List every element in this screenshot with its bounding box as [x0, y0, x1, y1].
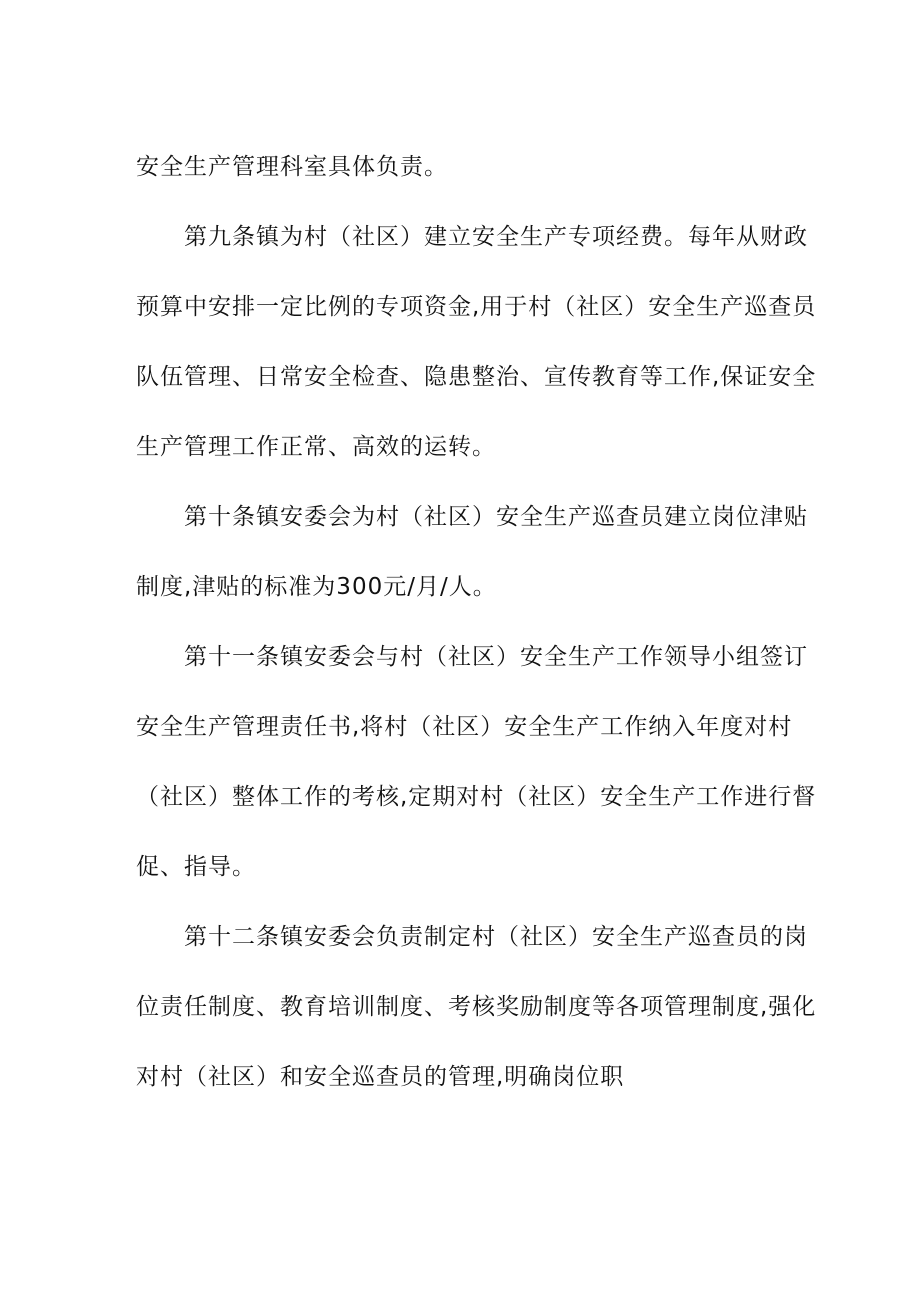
text-line: 位责任制度、教育培训制度、考核奖励制度等各项管理制度,强化	[136, 994, 817, 1020]
text-line: 生产管理工作正常、高效的运转。	[136, 434, 496, 460]
text-line: 制度,津贴的标准为300元/月/人。	[136, 574, 497, 600]
text-line: 安全生产管理科室具体负责。	[136, 154, 448, 180]
text-line: 促、指导。	[136, 854, 256, 880]
text-line: 预算中安排一定比例的专项资金,用于村（社区）安全生产巡查员	[136, 294, 817, 320]
text-line: 队伍管理、日常安全检查、隐患整治、宣传教育等工作,保证安全	[136, 364, 817, 390]
article-10-first-line: 第十条镇安委会为村（社区）安全生产巡查员建立岗位津贴	[184, 504, 808, 530]
article-9-first-line: 第九条镇为村（社区）建立安全生产专项经费。每年从财政	[184, 224, 808, 250]
text-line: 安全生产管理责任书,将村（社区）安全生产工作纳入年度对村	[136, 714, 793, 740]
article-11-first-line: 第十一条镇安委会与村（社区）安全生产工作领导小组签订	[184, 644, 808, 670]
text-line: （社区）整体工作的考核,定期对村（社区）安全生产工作进行督	[136, 784, 817, 810]
article-12-first-line: 第十二条镇安委会负责制定村（社区）安全生产巡查员的岗	[184, 924, 808, 950]
text-line: 对村（社区）和安全巡查员的管理,明确岗位职	[136, 1064, 625, 1090]
